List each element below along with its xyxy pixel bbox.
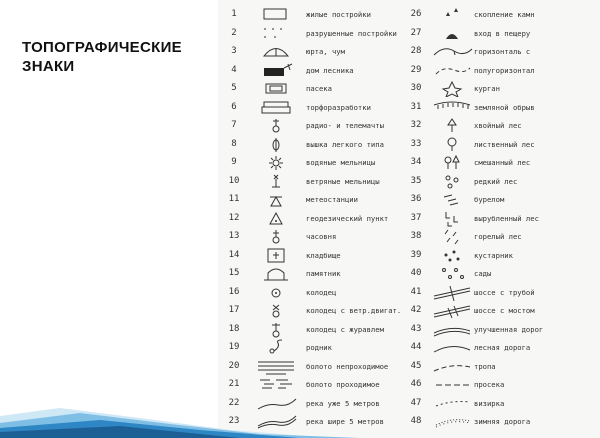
legend-row [218,190,600,209]
legend-label: земляной обрыв [474,102,535,112]
legend-row [218,246,600,265]
legend-label: геодезический пункт [306,213,389,223]
highway-bridge-icon [428,302,476,319]
legend-number: 34 [410,157,422,167]
legend-number: 7 [231,120,237,130]
legend-number: 45 [410,360,422,371]
legend-row [218,116,600,135]
legend-label: хвойный лес [474,121,522,130]
legend-label: тропа [474,361,496,371]
legend-label: лиственный лес [474,139,535,149]
legend-number: 20 [228,360,240,371]
legend-number: 17 [228,305,240,315]
slide-title: ТОПОГРАФИЧЕСКИЕ ЗНАКИ [22,39,182,75]
legend-number: 5 [231,83,237,93]
legend-label: колодец с журавлем [306,324,384,334]
legend-number: 32 [410,120,422,130]
legend-label: водяные мельницы [306,158,376,167]
half-contour-icon [428,62,476,79]
legend-number: 6 [231,101,237,112]
legend-row [218,172,600,191]
legend-row [218,338,600,357]
windfall-icon [428,191,476,208]
legend-label: разрушенные постройки [306,28,397,38]
legend-number: 30 [410,83,422,93]
legend-number: 36 [410,194,422,204]
legend-number: 48 [410,416,422,426]
legend-row [218,61,600,80]
legend-row [218,98,600,117]
legend-label: бурелом [474,195,505,204]
deciduous-forest-icon [428,136,476,153]
legend-number: 28 [410,46,422,56]
legend-label: шоссе с трубой [474,287,535,297]
legend-number: 33 [410,138,422,149]
kurgan-icon [428,80,476,97]
legend-label: торфоразработки [306,102,371,112]
mixed-forest-icon [428,154,476,171]
legend-label: редкий лес [474,176,518,186]
legend-label: юрта, чум [306,47,345,56]
legend-label: просека [474,380,505,389]
sparse-forest-icon [428,173,476,190]
legend-number: 40 [410,268,422,278]
legend-label: метеостанции [306,195,358,204]
legend-number: 29 [410,64,422,75]
legend-row [218,153,600,172]
legend-number: 23 [228,416,240,426]
legend-label: река шире 5 метров [306,417,384,426]
survey-line-icon [428,395,476,412]
legend-label: скопление камн [474,10,535,19]
legend-number: 18 [228,323,240,334]
legend-number: 31 [410,101,422,112]
legend-label: болото проходимое [306,380,380,389]
legend-label: курган [474,84,500,93]
conifer-forest-icon [428,117,476,134]
highway-pipe-icon [428,284,476,301]
legend-label: жилые постройки [306,10,371,19]
legend-label: ветряные мельницы [306,176,380,186]
legend-row [218,301,600,320]
legend-number: 4 [231,64,237,75]
winter-road-icon [428,413,476,430]
legend-label: колодец [306,287,337,297]
legend-label: родник [306,343,332,352]
legend-label: памятник [306,269,341,278]
legend-label: пасека [306,84,332,93]
legend-number: 3 [231,46,237,56]
legend-row [218,320,600,339]
legend-label: дом лесника [306,65,354,75]
legend-label: горелый лес [474,232,522,241]
legend-number: 19 [228,342,240,352]
legend-label: часовня [306,232,337,241]
decorative-wave [0,368,360,438]
legend-label: горизонталь с [474,47,531,56]
legend-number: 11 [228,194,240,204]
legend-row [218,209,600,228]
cave-entrance-icon [428,25,476,42]
legend-number: 27 [410,27,422,38]
burnt-forest-icon [428,228,476,245]
earth-cliff-icon [428,99,476,116]
legend-row [218,79,600,98]
legend-row [218,135,600,154]
legend-row [218,24,600,43]
legend-label: вырубленный лес [474,213,539,223]
legend-label: болото непроходимое [306,361,389,371]
legend-number: 38 [410,231,422,241]
legend-number: 44 [410,342,422,352]
shrubs-icon [428,247,476,264]
legend-number: 22 [228,397,240,408]
legend-number: 10 [228,175,240,186]
legend-number: 46 [410,379,422,389]
legend-label: река уже 5 метров [306,398,380,408]
legend-row [218,227,600,246]
legend-number: 47 [410,397,422,408]
legend-number: 9 [231,157,237,167]
legend-label: визирка [474,398,505,408]
legend-label: полугоризонтал [474,65,535,75]
cut-forest-icon [428,210,476,227]
legend-label: вышка легкого типа [306,139,384,149]
legend-label: колодец с ветр.двигат. [306,306,402,315]
forest-road-icon [428,339,476,356]
legend-label: зимняя дорога [474,417,531,426]
legend-number: 13 [228,231,240,241]
legend-row [218,264,600,283]
legend-number: 21 [228,379,240,389]
legend-number: 8 [231,138,237,149]
clearing-icon [428,376,476,393]
contour-line-icon [428,43,476,60]
legend-number: 2 [231,27,237,38]
legend-number: 37 [410,212,422,223]
improved-road-icon [428,321,476,338]
legend-number: 39 [410,249,422,260]
legend-label: улучшенная дорог [474,324,544,334]
legend-label: сады [474,269,492,278]
trail-icon [428,358,476,375]
legend-row [218,42,600,61]
gardens-icon [428,265,476,282]
legend-label: лесная дорога [474,343,531,352]
legend-number: 12 [228,212,240,223]
legend-number: 15 [228,268,240,278]
legend-label: кладбище [306,250,341,260]
legend-label: радио- и телемачты [306,121,384,130]
legend-label: вход в пещеру [474,28,531,38]
legend-number: 16 [228,286,240,297]
legend-number: 14 [228,249,240,260]
legend-row [218,283,600,302]
legend-row [218,5,600,24]
legend-label: смешанный лес [474,158,531,167]
legend-label: шоссе с мостом [474,306,535,315]
legend-number: 41 [410,286,422,297]
legend-label: кустарник [474,250,513,260]
stones-icon [428,6,476,23]
legend-number: 43 [410,323,422,334]
legend-number: 35 [410,175,422,186]
legend-number: 42 [410,305,422,315]
legend-number: 26 [410,9,422,19]
legend-number: 1 [231,9,237,19]
